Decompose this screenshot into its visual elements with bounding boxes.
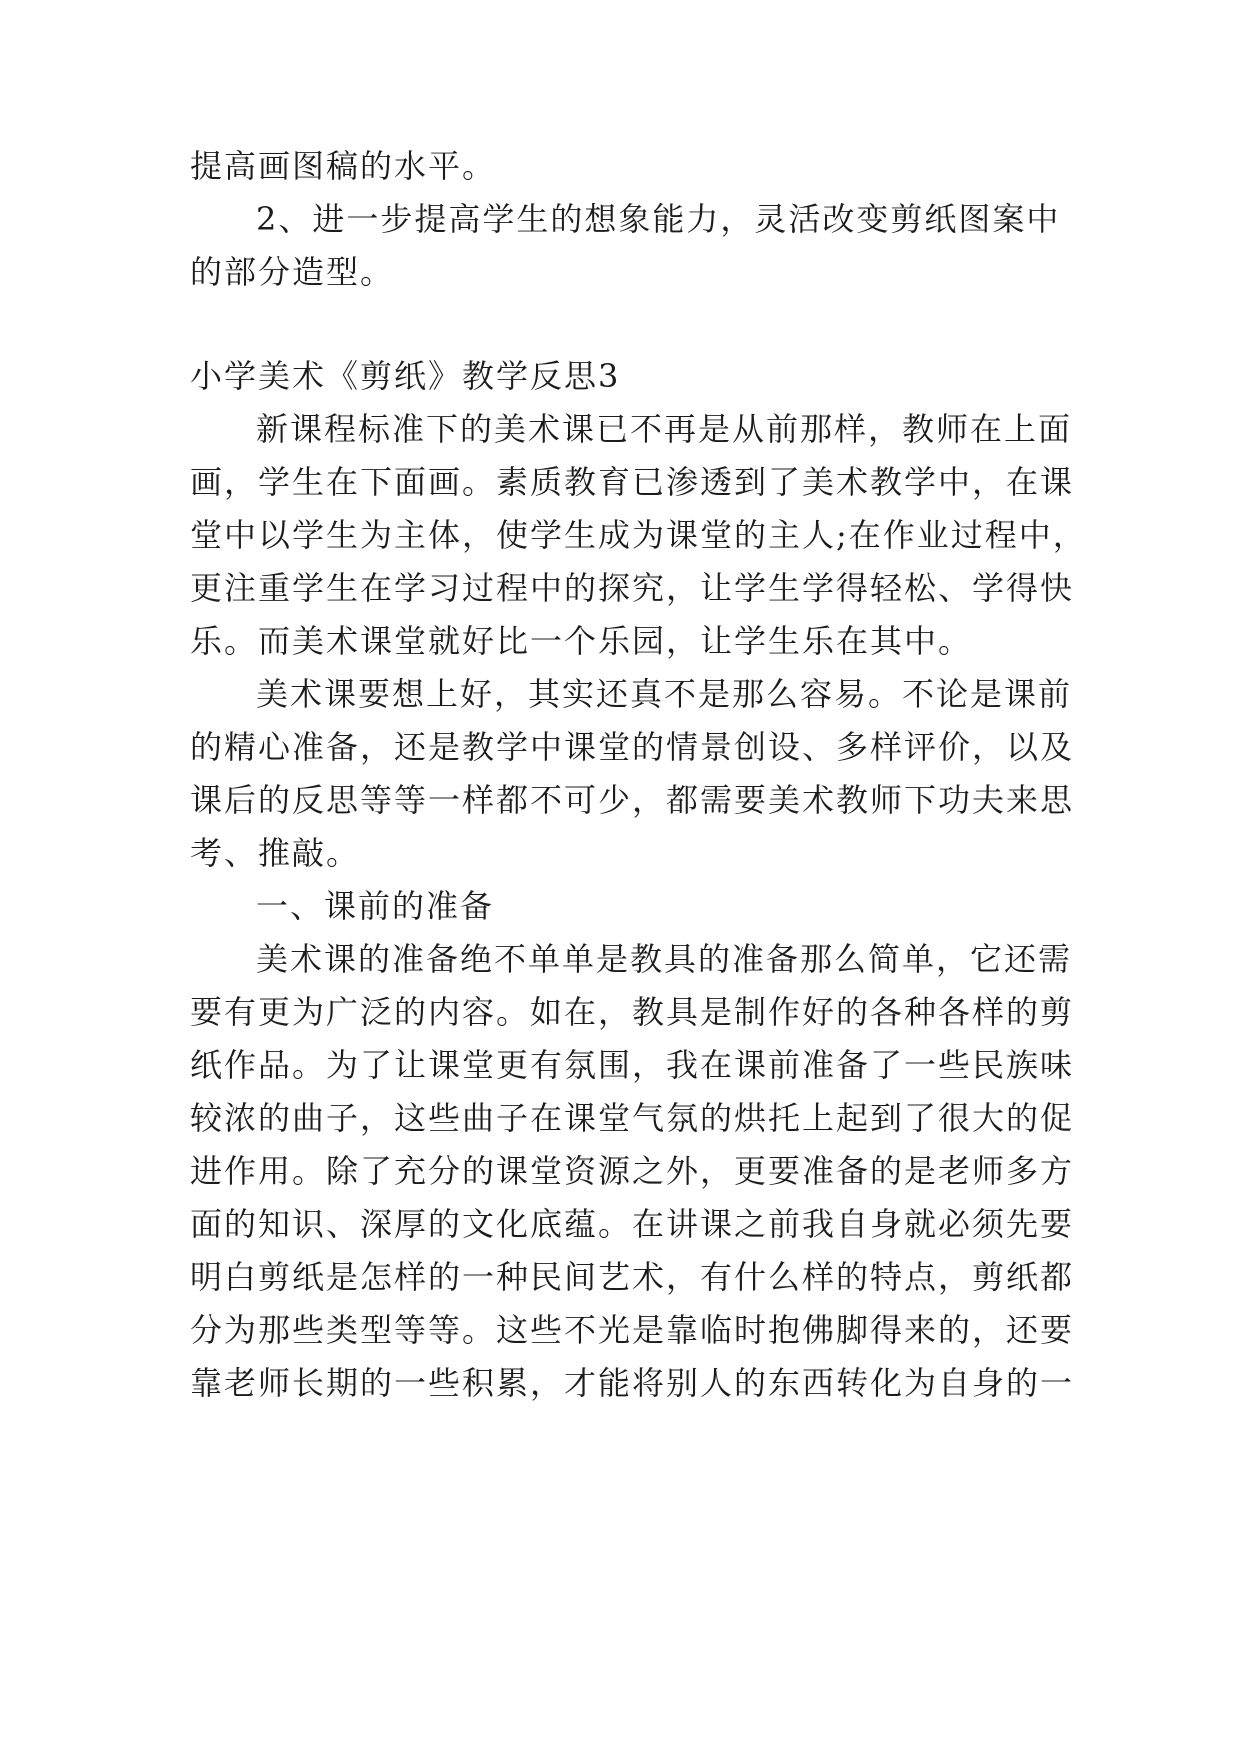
text-line: 的精心准备，还是教学中课堂的情景创设、多样评价，以及: [190, 728, 1075, 766]
text-line: 纸作品。为了让课堂更有氛围，我在课前准备了一些民族味: [190, 1046, 1075, 1084]
text-line: 堂中以学生为主体，使学生成为课堂的主人;在作业过程中，: [190, 516, 1087, 554]
text-line: 进作用。除了充分的课堂资源之外，更要准备的是老师多方: [190, 1152, 1075, 1190]
text-line: 新课程标准下的美术课已不再是从前那样，教师在上面: [256, 410, 1073, 448]
text-line: 较浓的曲子，这些曲子在课堂气氛的烘托上起到了很大的促: [190, 1099, 1075, 1137]
text-line: 美术课的准备绝不单单是教具的准备那么简单，它还需: [256, 940, 1073, 978]
text-line: 要有更为广泛的内容。如在，教具是制作好的各种各样的剪: [190, 993, 1075, 1031]
text-line: 课后的反思等等一样都不可少，都需要美术教师下功夫来思: [190, 781, 1075, 819]
text-line: 分为那些类型等等。这些不光是靠临时抱佛脚得来的，还要: [190, 1311, 1075, 1349]
section-heading: 小学美术《剪纸》教学反思3: [190, 357, 621, 395]
subsection-heading: 一、课前的准备: [256, 887, 495, 925]
text-line: 面的知识、深厚的文化底蕴。在讲课之前我自身就必须先要: [190, 1205, 1075, 1243]
text-line: 画，学生在下面画。素质教育已渗透到了美术教学中，在课: [190, 463, 1075, 501]
text-line: 的部分造型。: [190, 253, 395, 291]
text-line: 2、进一步提高学生的想象能力，灵活改变剪纸图案中: [256, 200, 1061, 238]
text-line: 提高画图稿的水平。: [190, 147, 497, 185]
text-line: 乐。而美术课堂就好比一个乐园，让学生乐在其中。: [190, 622, 973, 660]
text-line: 考、推敲。: [190, 834, 361, 872]
text-line: 更注重学生在学习过程中的探究，让学生学得轻松、学得快: [190, 569, 1075, 607]
text-line: 靠老师长期的一些积累，才能将别人的东西转化为自身的一: [190, 1364, 1075, 1402]
text-line: 明白剪纸是怎样的一种民间艺术，有什么样的特点，剪纸都: [190, 1258, 1075, 1296]
text-line: 美术课要想上好，其实还真不是那么容易。不论是课前: [256, 675, 1073, 713]
